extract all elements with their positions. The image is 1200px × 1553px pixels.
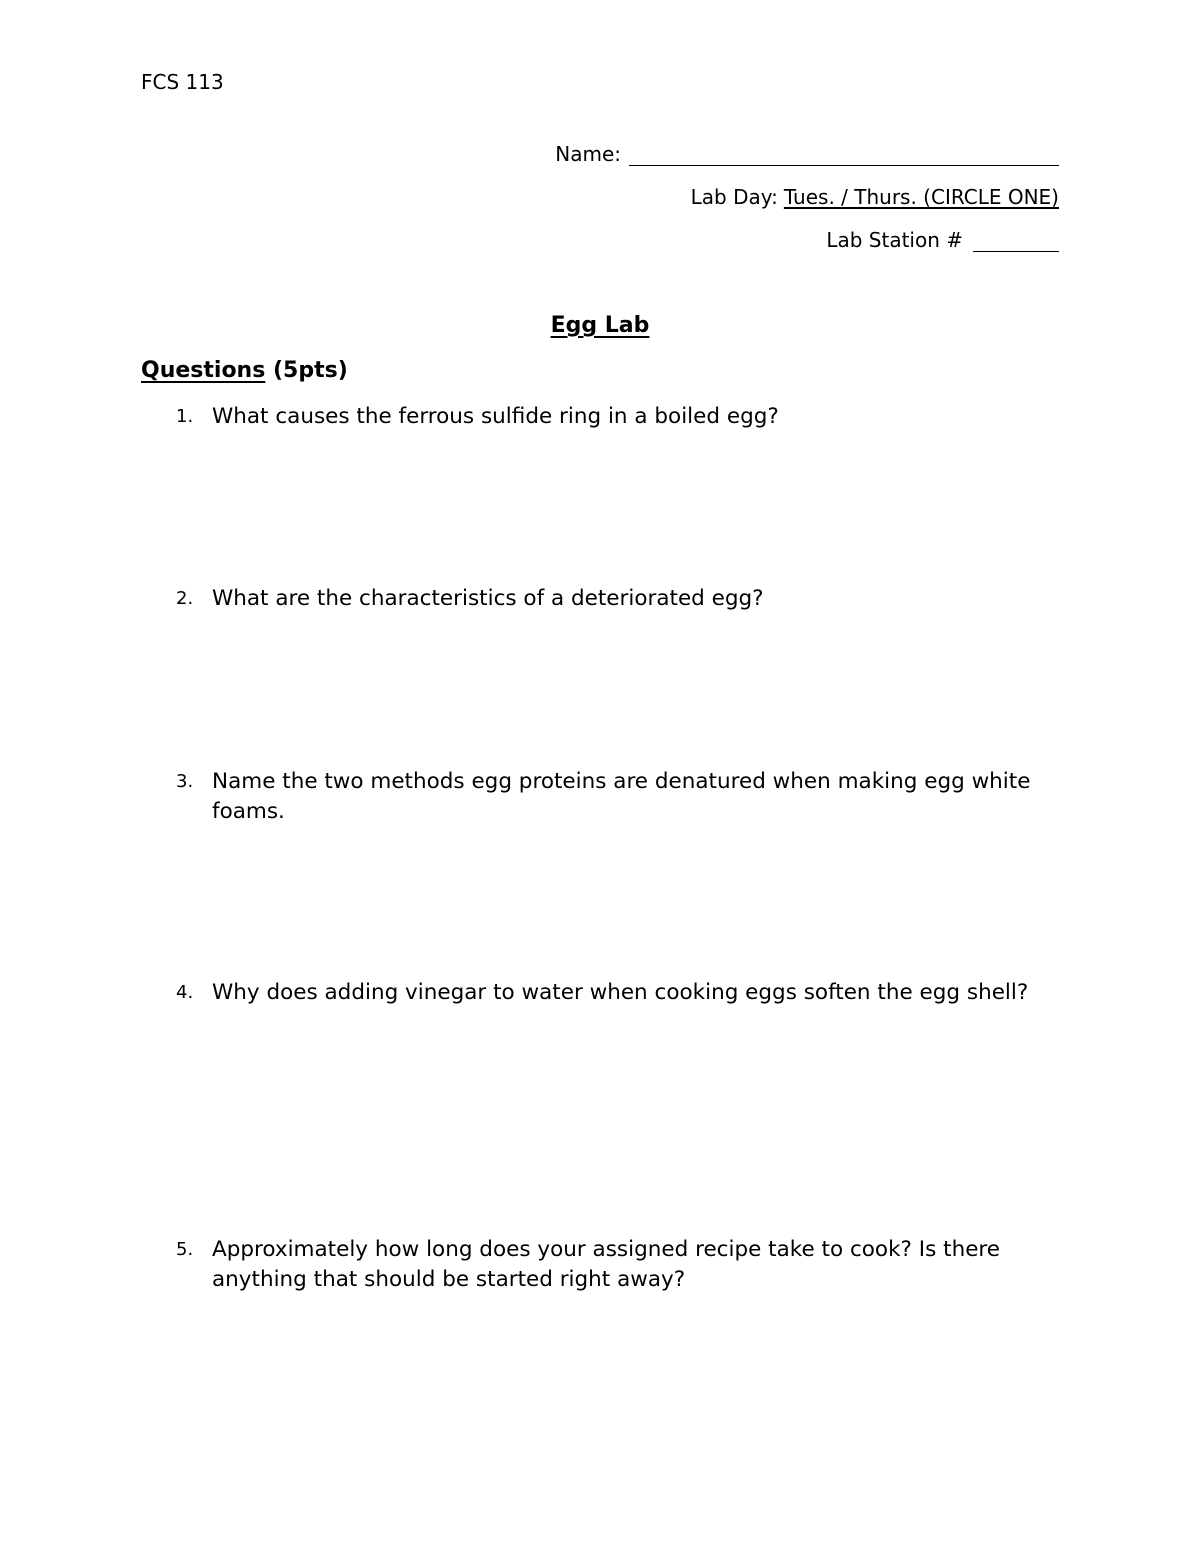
name-field: [555, 142, 1059, 166]
question-item: [176, 1235, 1056, 1295]
question-number: 3.: [176, 771, 194, 792]
question-number: 1.: [176, 406, 194, 427]
section-heading-label: Questions: [141, 358, 266, 383]
question-text: Why does adding vinegar to water when cooking eggs soften the egg shell?: [212, 980, 1029, 1005]
question-text: Name the two methods egg proteins are denatured when making egg white foams.: [212, 769, 1031, 824]
name-label: Name:: [555, 142, 621, 166]
lab-day-label: Lab Day:: [690, 185, 778, 209]
lab-day-field: [691, 185, 1059, 209]
question-item: [176, 767, 1056, 827]
question-item: [176, 584, 1056, 614]
section-heading: [141, 358, 348, 383]
section-points: (5pts): [272, 358, 348, 383]
course-code: FCS 113: [141, 70, 224, 94]
lab-station-label: Lab Station #: [826, 228, 963, 252]
question-text: What causes the ferrous sulfide ring in a boiled egg?: [212, 404, 779, 429]
question-text: What are the characteristics of a deteriorated egg?: [212, 586, 764, 611]
lab-station-blank[interactable]: [973, 229, 1059, 252]
question-item: [176, 978, 1056, 1008]
lab-station-field: [826, 228, 1059, 252]
document-title: Egg Lab: [550, 313, 650, 338]
question-number: 4.: [176, 982, 194, 1003]
question-item: [176, 402, 1056, 432]
name-blank[interactable]: [629, 143, 1059, 166]
question-text: Approximately how long does your assigned recipe take to cook? Is there anything that should be started right away?: [212, 1237, 1001, 1292]
question-number: 2.: [176, 588, 194, 609]
lab-day-options[interactable]: Tues. / Thurs. (CIRCLE ONE): [783, 185, 1059, 209]
question-number: 5.: [176, 1239, 194, 1260]
